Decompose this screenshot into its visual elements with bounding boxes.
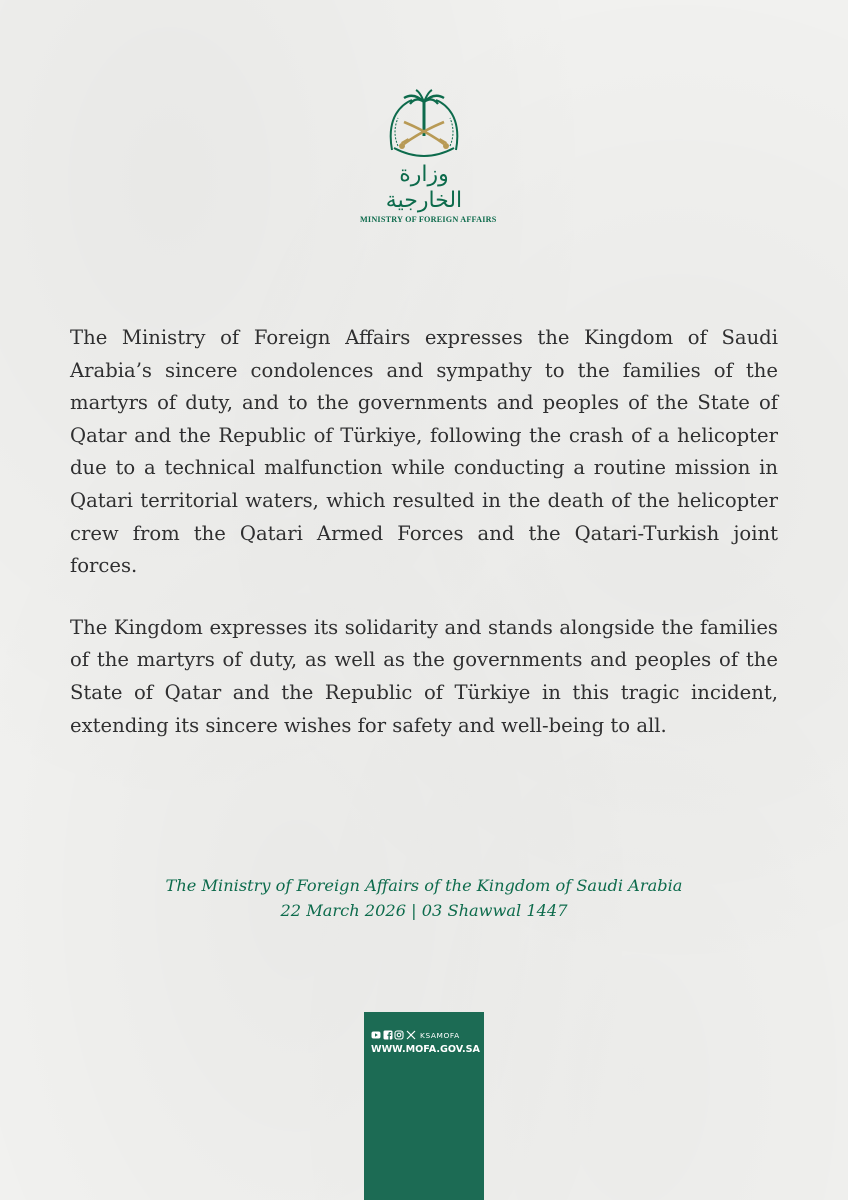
youtube-icon[interactable] xyxy=(371,1030,381,1040)
signature-date: 22 March 2026 | 03 Shawwal 1447 xyxy=(280,901,568,920)
x-icon[interactable] xyxy=(406,1030,416,1040)
statement-paragraph-1: The Ministry of Foreign Affairs expresses the Kingdom of Saudi Arabia’s sincere condolences and sympathy to the families of the martyrs of duty, and to the governments and peoples of the State of Qatar and the Republic of Türkiye, following the crash of a helicopter due to a technical malfunction while conducting a routine mission in Qatari territorial waters, which resulted in the death of the helicopter crew from the Qatari Armed Forces and the Qatari-Turkish joint forces. xyxy=(70,326,778,578)
ministry-arabic-name: وزارة الخارجية xyxy=(385,162,463,213)
ministry-english-name: MINISTRY OF FOREIGN AFFAIRS xyxy=(360,215,497,224)
instagram-icon[interactable] xyxy=(394,1030,404,1040)
saudi-emblem-icon xyxy=(382,88,466,166)
statement-body xyxy=(70,322,778,771)
ministry-logo xyxy=(360,88,497,224)
footer-panel xyxy=(364,1012,484,1200)
statement-paragraph-2: The Kingdom expresses its solidarity and stands alongside the families of the martyrs of duty, as well as the governments and peoples of the State of Qatar and the Republic of Türkiye in this tragic incident, extending its sincere wishes for safety and well-being to all. xyxy=(70,615,778,737)
facebook-icon[interactable] xyxy=(383,1030,393,1040)
signature-ministry: The Ministry of Foreign Affairs of the Kingdom of Saudi Arabia xyxy=(165,876,683,895)
website-link[interactable]: WWW.MOFA.GOV.SA xyxy=(371,1044,480,1055)
social-links xyxy=(371,1028,460,1042)
signature-block xyxy=(60,873,788,923)
social-handle[interactable]: KSAMOFA xyxy=(420,1030,460,1040)
